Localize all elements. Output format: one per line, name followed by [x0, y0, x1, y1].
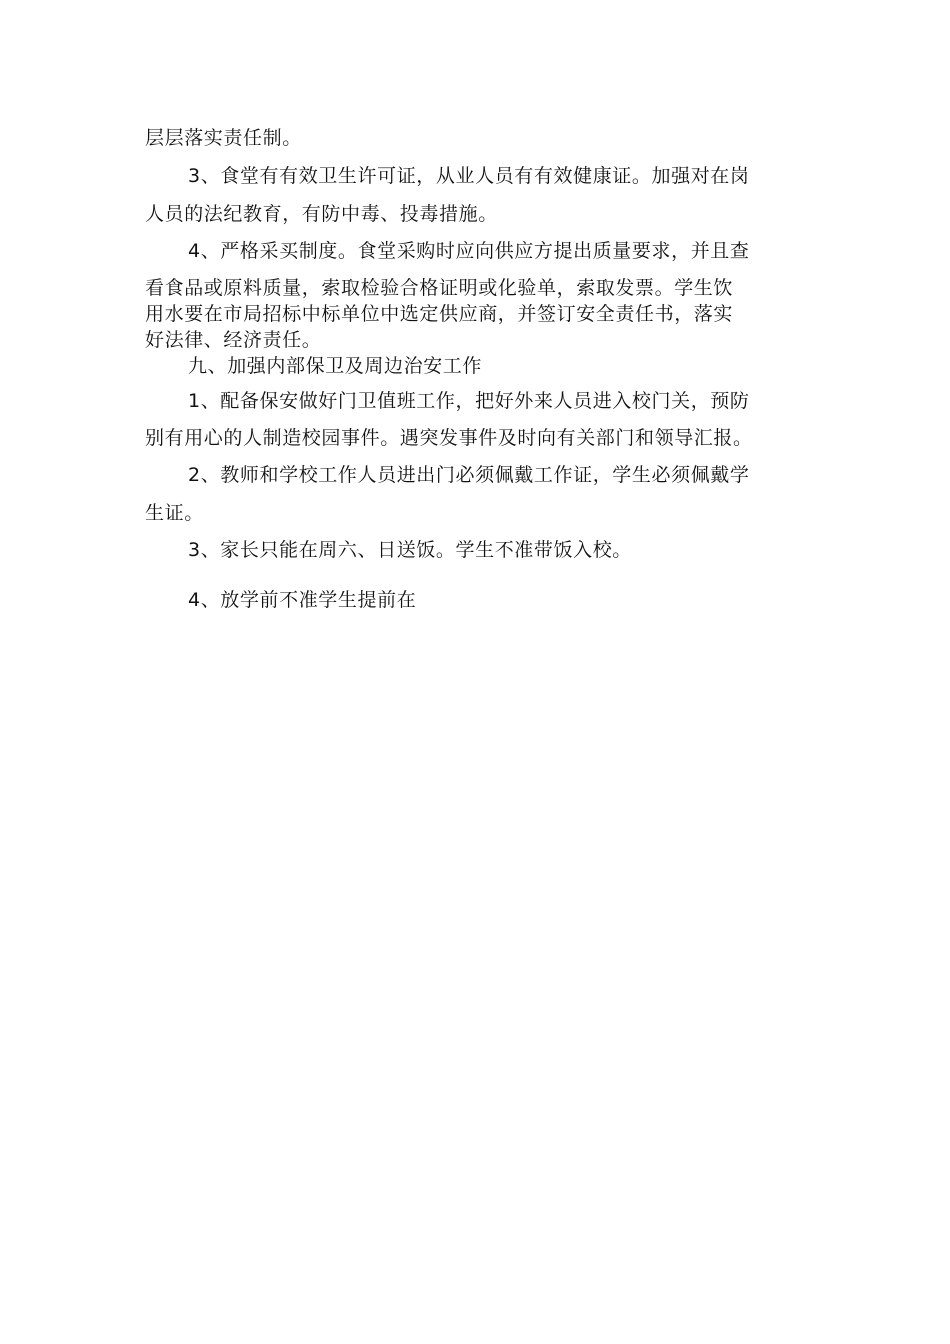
section-heading: 九、加强内部保卫及周边治安工作 — [188, 355, 483, 377]
paragraph-line: 3、家长只能在周六、日送饭。学生不准带饭入校。 — [188, 539, 632, 561]
paragraph-line: 2、教师和学校工作人员进出门必须佩戴工作证，学生必须佩戴学 — [188, 464, 750, 486]
paragraph-line: 看食品或原料质量，索取检验合格证明或化验单，索取发票。学生饮 — [145, 277, 734, 299]
paragraph-line: 层层落实责任制。 — [145, 127, 302, 149]
paragraph-line: 4、严格采买制度。食堂采购时应向供应方提出质量要求，并且查 — [188, 240, 750, 262]
paragraph-line: 用水要在市局招标中标单位中选定供应商，并签订安全责任书，落实 — [145, 303, 734, 325]
paragraph-line: 好法律、经济责任。 — [145, 329, 322, 351]
paragraph-line: 4、放学前不准学生提前在 — [188, 589, 417, 611]
paragraph-line: 人员的法纪教育，有防中毒、投毒措施。 — [145, 203, 498, 225]
paragraph-line: 生证。 — [145, 502, 204, 524]
paragraph-line: 1、配备保安做好门卫值班工作，把好外来人员进入校门关，预防 — [188, 390, 750, 412]
paragraph-line: 别有用心的人制造校园事件。遇突发事件及时向有关部门和领导汇报。 — [145, 427, 753, 449]
paragraph-line: 3、食堂有有效卫生许可证，从业人员有有效健康证。加强对在岗 — [188, 165, 750, 187]
